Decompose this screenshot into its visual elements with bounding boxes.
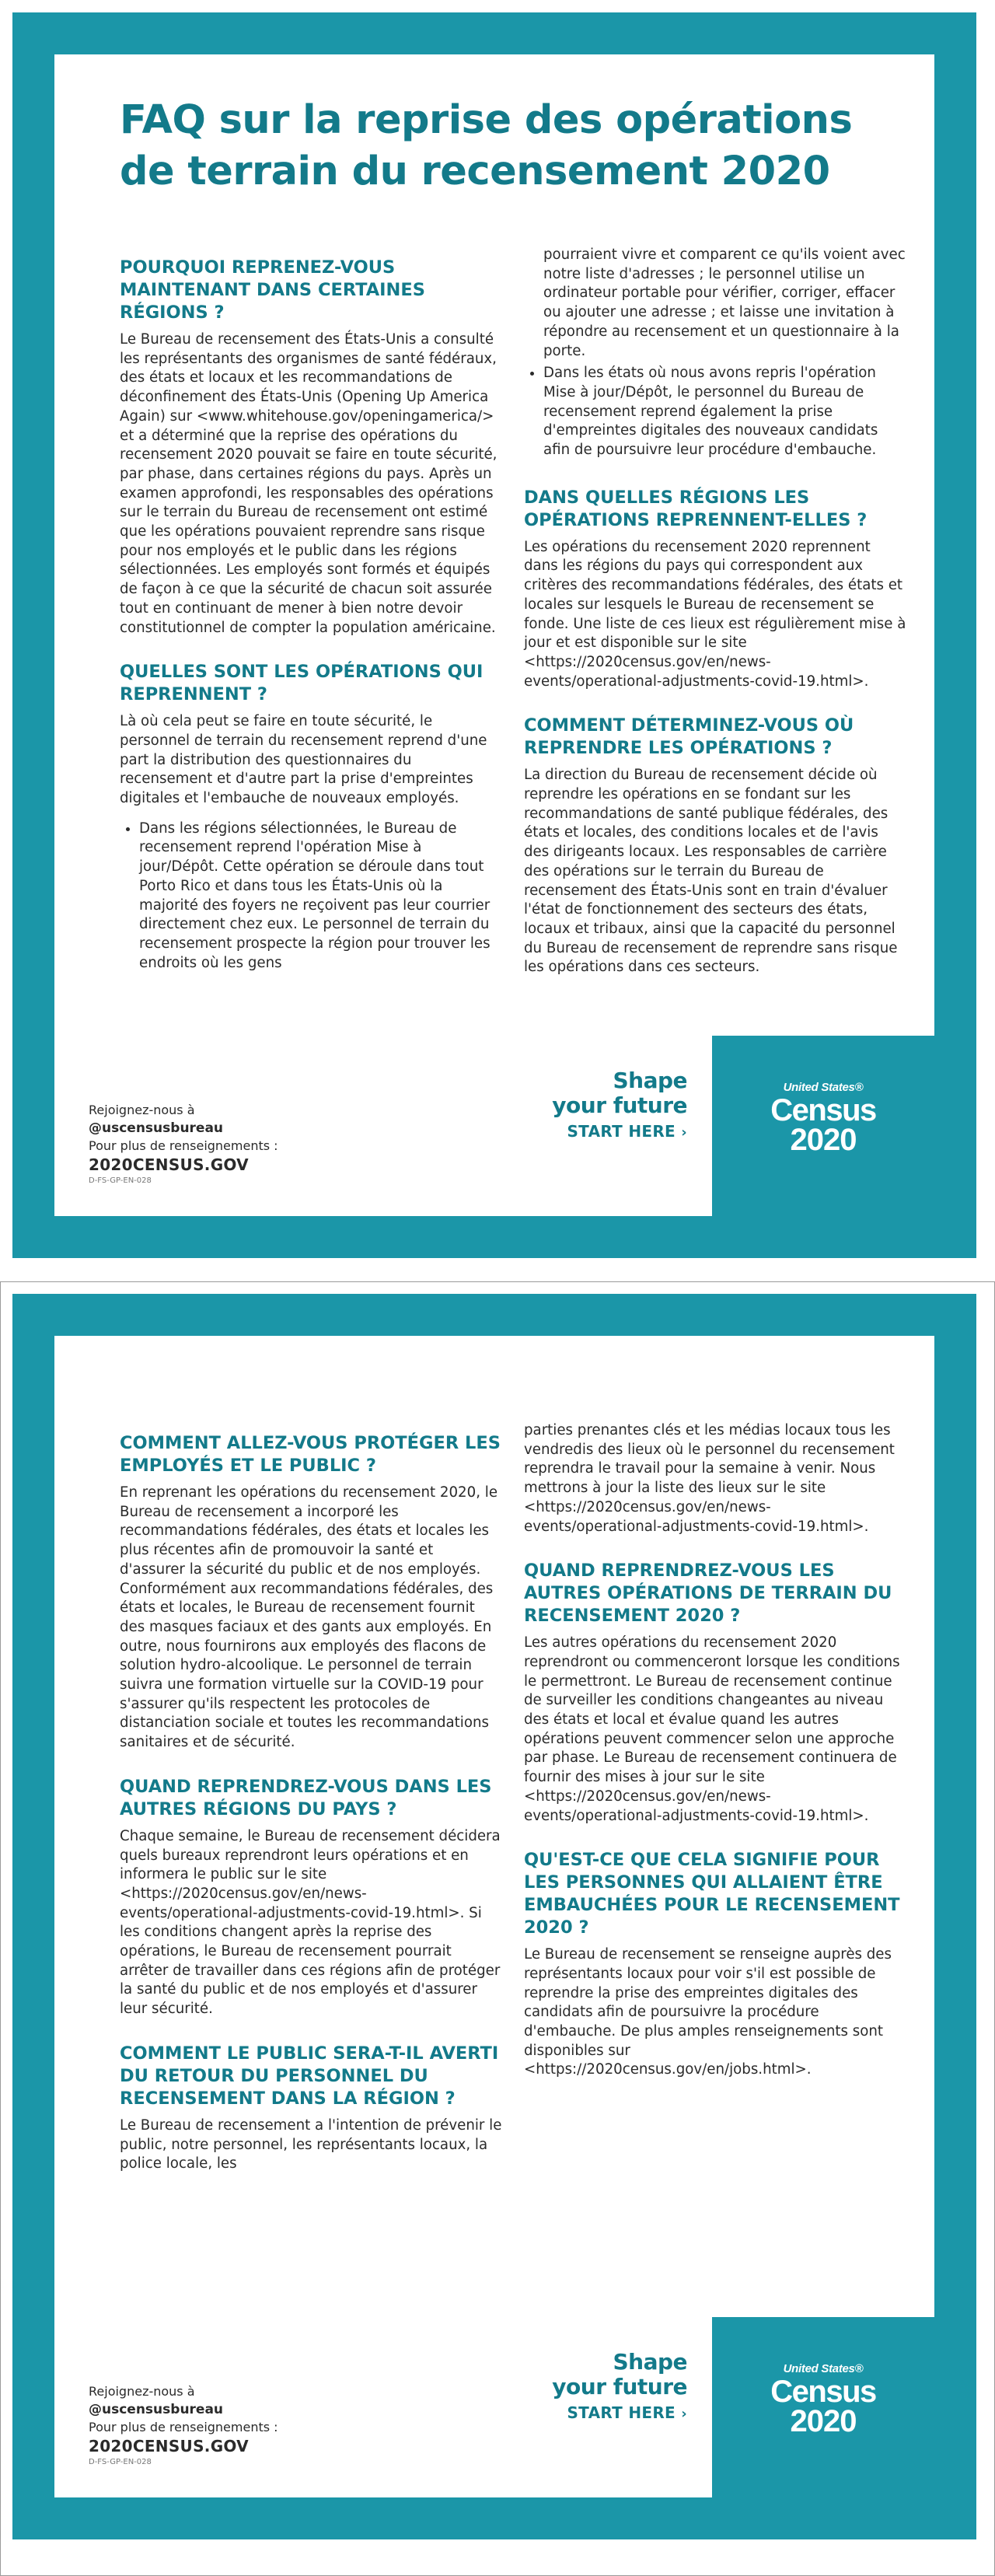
bullet-list <box>120 820 502 973</box>
social-handle: @uscensusbureau <box>89 2402 224 2417</box>
footer-contact <box>89 1102 415 1185</box>
section-body: Les autres opérations du recensement 2020 reprendront ou commenceront lorsque les conditions le permettront. Le Bureau de recensement continue de surveiller les conditions changeantes au niveau des états et local et évalue quand les autres opérations peuvent commencer selon une approche par phase. Le Bureau de recensement continuera de fournir des mises à jour sur le site <https://2020census.gov/en/news-events/operational-adjustments-covid-19.html>. <box>524 1634 900 1824</box>
census-2020-logo: United States® Census 2020 <box>712 1036 934 1216</box>
section-body: Les opérations du recensement 2020 reprennent dans les régions du pays qui correspondent aux critères des recommandations fédérales, des états et locales sur lesquels le Bureau de recensement se fonde. Une liste de ces lieux est régulièrement mise à jour et est disponible sur le site <https://2020census.gov/en/news-events/operational-adjustments-covid-19.html>. <box>524 538 906 690</box>
page-1-panel <box>54 54 934 1216</box>
section-body: Le Bureau de recensement se renseigne auprès des représentants locaux pour voir s'il est possible de reprendre la prise des empreintes digitales des candidats afin de poursuivre la procédure d'embauche. De plus amples renseignements sont disponibles sur <https://2020census.gov/en/jobs.html>. <box>524 1946 892 2078</box>
website-link[interactable]: 2020CENSUS.GOV <box>89 1155 249 1174</box>
page-2-border <box>12 1294 976 2539</box>
document-title: FAQ sur la reprise des opérations de terrain du recensement 2020 <box>120 97 853 194</box>
section-heading: QUAND REPRENDREZ-VOUS DANS LES AUTRES RÉGIONS DU PAYS ? <box>120 1776 492 1819</box>
section-heading: COMMENT DÉTERMINEZ-VOUS OÙ REPRENDRE LES OPÉRATIONS ? <box>524 715 854 759</box>
document-code: D-FS-GP-EN-028 <box>89 1176 152 1185</box>
page-2-panel <box>54 1336 934 2497</box>
shape-your-future-tagline: Shape your future START HERE › <box>552 1068 687 1145</box>
census-2020-logo: United States® Census 2020 <box>712 2317 934 2497</box>
bullet-item: • Dans les états où nous avons repris l'opération Mise à jour/Dépôt, le personnel du Bureau de recensement reprend également la prise d'empreintes digitales des nouveaux candidats afin de poursuivre leur procédure d'embauche. <box>543 364 906 460</box>
section-body: La direction du Bureau de recensement décide où reprendre les opérations en se fondant sur les recommandations de santé publique fédérales, des états et locales, des conditions locales et de l'avis des dirigeants locaux. Les responsables de carrière des opérations sur le terrain du Bureau de recensement des États-Unis sont en train d'évaluer l'état de fonctionnement des secteurs des états, locaux et tribaux, ainsi que la capacité du personnel du Bureau de recensement de reprendre sans risque les opérations dans ces secteurs. <box>524 767 898 976</box>
section-body: Là où cela peut se faire en toute sécurité, le personnel de terrain du recensement reprend d'une part la distribution des questionnaires du recensement et d'autre part la prise d'empreintes digitales et l'embauche de nouveaux employés. <box>120 713 487 807</box>
join-label: Rejoignez-nous à <box>89 1103 195 1117</box>
page-2-left-column <box>120 1432 502 2197</box>
section-heading: POURQUOI REPRENEZ-VOUS MAINTENANT DANS CERTAINES RÉGIONS ? <box>120 257 425 323</box>
section-heading: QUELLES SONT LES OPÉRATIONS QUI REPRENNENT ? <box>120 662 484 705</box>
shape-your-future-tagline: Shape your future START HERE › <box>552 2350 687 2426</box>
document-code: D-FS-GP-EN-028 <box>89 2458 152 2466</box>
bullet-list-continued <box>524 246 906 460</box>
section-body: Le Bureau de recensement des États-Unis a consulté les représentants des organismes de santé fédéraux, des états et locaux et les recommandations de déconfinement des États-Unis (Opening Up America Again) sur <www.whitehouse.gov/openingamerica/> et a déterminé que la reprise des opérations du recensement 2020 pouvait se faire en toute sécurité, par phase, dans certaines régions du pays. Après un examen approfondi, les responsables des opérations sur le terrain du Bureau de recensement ont estimé que les opérations pouvaient reprendre sans risque pour nos employés et le public dans les régions sélectionnées. Les employés sont formés et équipés de façon à ce que la sécurité de chacun soit assurée tout en continuant de mener à bien notre devoir constitutionnel de compter la population américaine. <box>120 331 498 636</box>
chevron-right-icon: › <box>681 2406 687 2422</box>
bullet-item: • Dans les régions sélectionnées, le Bureau de recensement reprend l'opération Mise à jour/Dépôt. Cette opération se déroule dans tout Porto Rico et dans tous les États-Unis où la majorité des foyers ne reçoivent pas leur courrier directement chez eux. Le personnel de terrain du recensement prospecte la région pour trouver les endroits où les gens <box>139 820 502 973</box>
section-body-continuation: parties prenantes clés et les médias locaux tous les vendredis des lieux où le personnel du recensement reprendra le travail pour la semaine à venir. Nous mettrons à jour la liste des lieux sur le site <https://2020census.gov/en/news-events/operational-adjustments-covid-19.html>. <box>524 1422 895 1535</box>
section-body: En reprenant les opérations du recensement 2020, le Bureau de recensement a incorporé les recommandations fédérales, des états et locales les plus récentes afin de promouvoir la santé et d'assurer la sécurité du public et de nos employés. Conformément aux recommandations fédérales, des états et locales, le Bureau de recensement fournit des masques faciaux et des gants aux employés. En outre, nous fournirons aux employés des flacons de solution hydro-alcoolique. Le personnel de terrain suivra une formation virtuelle sur la COVID-19 pour s'assurer qu'ils respectent les protocoles de distanciation sociale et toutes les recommandations sanitaires et de sécurité. <box>120 1484 498 1751</box>
section-heading: COMMENT LE PUBLIC SERA-T-IL AVERTI DU RETOUR DU PERSONNEL DU RECENSEMENT DANS LA RÉGION ? <box>120 2043 499 2109</box>
start-here-link[interactable]: START HERE › <box>567 1122 687 1141</box>
page-1-right-column <box>524 246 906 1001</box>
page-2-right-column <box>524 1421 906 2103</box>
footer-contact <box>89 2383 415 2466</box>
website-link[interactable]: 2020CENSUS.GOV <box>89 2437 249 2455</box>
section-heading: DANS QUELLES RÉGIONS LES OPÉRATIONS REPRENNENT-ELLES ? <box>524 487 868 530</box>
section-heading: COMMENT ALLEZ-VOUS PROTÉGER LES EMPLOYÉS ET LE PUBLIC ? <box>120 1433 501 1476</box>
page-1-left-column <box>120 257 502 976</box>
section-heading: QUAND REPRENDREZ-VOUS LES AUTRES OPÉRATIONS DE TERRAIN DU RECENSEMENT 2020 ? <box>524 1561 892 1627</box>
info-label: Pour plus de renseignements : <box>89 1138 278 1153</box>
section-body: Chaque semaine, le Bureau de recensement décidera quels bureaux reprendront leurs opérations et en informera le public sur le site <https://2020census.gov/en/news-events/operational-adjustments-covid-19.html>. Si les conditions changent après la reprise des opérations, le Bureau de recensement pourrait arrêter de travailler dans ces régions afin de protéger la santé du public et de nos employés et d'assurer leur sécurité. <box>120 1827 501 2018</box>
section-body: Le Bureau de recensement a l'intention de prévenir le public, notre personnel, les représentants locaux, la police locale, les <box>120 2116 502 2172</box>
page-1-border <box>12 12 976 1258</box>
join-label: Rejoignez-nous à <box>89 2384 195 2399</box>
section-heading: QU'EST-CE QUE CELA SIGNIFIE POUR LES PERSONNES QUI ALLAIENT ÊTRE EMBAUCHÉES POUR LE RECENSEMENT 2020 ? <box>524 1850 900 1938</box>
info-label: Pour plus de renseignements : <box>89 2420 278 2434</box>
chevron-right-icon: › <box>681 1124 687 1141</box>
social-handle: @uscensusbureau <box>89 1120 224 1136</box>
bullet-continuation: pourraient vivre et comparent ce qu'ils voient avec notre liste d'adresses ; le personnel utilise un ordinateur portable pour vérifier, corriger, effacer ou ajouter une adresse ; et laisse une invitation à répondre au recensement et un questionnaire à la porte. <box>543 246 906 359</box>
start-here-link[interactable]: START HERE › <box>567 2403 687 2422</box>
